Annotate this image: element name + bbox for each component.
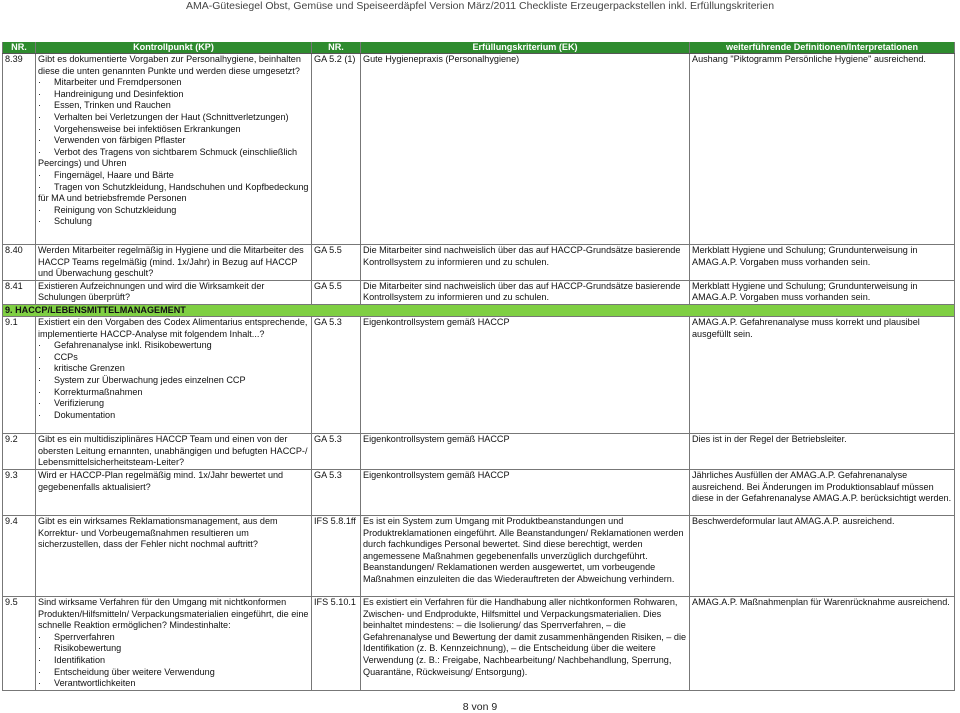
row-kriterium: Eigenkontrollsystem gemäß HACCP — [361, 316, 690, 433]
kp-item-list — [38, 340, 309, 421]
table-row — [3, 280, 955, 304]
list-item: · Essen, Trinken und Rauchen — [38, 100, 171, 111]
row-kontrollpunkt — [36, 316, 312, 433]
section-title: 9. HACCP/LEBENSMITTELMANAGEMENT — [3, 304, 955, 316]
row-kriterium: Eigenkontrollsystem gemäß HACCP — [361, 469, 690, 515]
list-item: · Entscheidung über weitere Verwendung — [38, 666, 215, 677]
kp-item-list — [38, 632, 309, 690]
row-kontrollpunkt: Gibt es ein multidisziplinäres HACCP Team und einen von der obersten Leitung ernannten, unabhängigen und befugten HACCP-/ Lebensmittelsicherheitsteam-Leiter? — [36, 433, 312, 469]
bullet-icon: · — [38, 363, 42, 374]
row-nr2: IFS 5.10.1 — [312, 596, 361, 690]
bullet-icon: · — [38, 631, 42, 642]
bullet-icon: · — [38, 88, 42, 99]
col-header-kriterium: Erfüllungskriterium (EK) — [361, 42, 690, 54]
page-header-title: AMA-Gütesiegel Obst, Gemüse und Speiseerdäpfel Version März/2011 Checkliste Erzeugerpackstellen inkl. Erfüllungskriterien — [185, 0, 775, 12]
list-item: · kritische Grenzen — [38, 363, 125, 374]
row-definition: Dies ist in der Regel der Betriebsleiter. — [690, 433, 955, 469]
list-item: · Verbot des Tragens von sichtbarem Schmuck (einschließlich Peercings) und Uhren — [38, 146, 298, 169]
bullet-icon: · — [38, 100, 42, 111]
kp-text: Gibt es dokumentierte Vorgaben zur Personalhygiene, beinhalten diese die unten genannten Punkte und werden diese umgesetzt? — [38, 54, 301, 76]
list-item: · Mitarbeiter und Fremdpersonen — [38, 77, 182, 88]
kp-item-list — [38, 77, 309, 228]
bullet-icon: · — [38, 386, 42, 397]
row-definition: Merkblatt Hygiene und Schulung; Grundunterweisung in AMAG.A.P. Vorgaben muss vorhanden sein. — [690, 280, 955, 304]
page-number: 8 von 9 — [462, 701, 498, 713]
checklist-table — [2, 42, 955, 691]
table-row — [3, 515, 955, 596]
bullet-icon: · — [38, 643, 42, 654]
row-kontrollpunkt — [36, 596, 312, 690]
row-definition: Beschwerdeformular laut AMAG.A.P. ausreichend. — [690, 515, 955, 596]
bullet-icon: · — [38, 123, 42, 134]
table-row — [3, 433, 955, 469]
list-item: · Verhalten bei Verletzungen der Haut (Schnittverletzungen) — [38, 111, 289, 122]
table-row — [3, 316, 955, 433]
list-item: · CCPs — [38, 351, 78, 362]
bullet-icon: · — [38, 169, 42, 180]
row-definition: AMAG.A.P. Maßnahmenplan für Warenrücknahme ausreichend. — [690, 596, 955, 690]
row-nr2: GA 5.3 — [312, 433, 361, 469]
row-kriterium: Es existiert ein Verfahren für die Handhabung aller nichtkonformen Rohwaren, Zwischen- und Endprodukte, Hilfsmittel und Verpackungsmaterialien. Dies beinhaltet mindestens: – die Isolierung/ das Sperrverfahren, – die Gefahrenanalyse und Bewertung der damit zusammenhängenden Risiken, – die Identifikation (z. B. Kennzeichnung), – die Entscheidung über die weitere Verwendung (z. B.: Freigabe, Nachbearbeitung/ Nachbehandlung, Sperrung, Quarantäne, Rückweisung/ Entsorgung). — [361, 596, 690, 690]
list-item: · Korrekturmaßnahmen — [38, 386, 143, 397]
kp-text: Existiert ein den Vorgaben des Codex Alimentarius entsprechende, implementierte HACCP-Analyse mit folgendem Inhalt...? — [38, 316, 308, 339]
bullet-icon: · — [38, 666, 42, 677]
list-item: · Verwenden von färbigen Pflaster — [38, 135, 186, 146]
row-kontrollpunkt: Existieren Aufzeichnungen und wird die Wirksamkeit der Schulungen überprüft? — [36, 280, 312, 304]
list-item: · Handreinigung und Desinfektion — [38, 88, 184, 99]
col-header-kontrollpunkt: Kontrollpunkt (KP) — [36, 42, 312, 54]
row-definition: Jährliches Ausfüllen der AMAG.A.P. Gefahrenanalyse ausreichend. Bei Änderungen im Produktionsablauf müssen diese in der Gefahrenanalyse AMAG.A.P. berücksichtigt werden. — [690, 469, 955, 515]
row-definition: Merkblatt Hygiene und Schulung; Grundunterweisung in AMAG.A.P. Vorgaben muss vorhanden sein. — [690, 245, 955, 281]
row-nr: 9.5 — [3, 596, 36, 690]
row-kriterium: Es ist ein System zum Umgang mit Produktbeanstandungen und Produktreklamationen eingeführt. Alle Beanstandungen/ Reklamationen werden durch fachkundiges Personal bewertet. Sind diese berechtigt, werden angemessene Maßnahmen gegebenenfalls unverzüglich durchgeführt. Beanstandungen/ Reklamationen werden ausgewertet, um vorbeugende Maßnahmen einzuleiten die das Wiederauftreten der Abweichung verhindern. — [361, 515, 690, 596]
row-nr: 8.39 — [3, 54, 36, 245]
bullet-icon: · — [38, 654, 42, 665]
bullet-icon: · — [38, 374, 42, 385]
row-nr: 8.41 — [3, 280, 36, 304]
row-nr2: GA 5.3 — [312, 316, 361, 433]
row-nr2: GA 5.2 (1) — [312, 54, 361, 245]
list-item: · Risikobewertung — [38, 643, 122, 654]
row-nr2: GA 5.5 — [312, 245, 361, 281]
table-row — [3, 54, 955, 245]
row-kriterium: Eigenkontrollsystem gemäß HACCP — [361, 433, 690, 469]
bullet-icon: · — [38, 111, 42, 122]
list-item: · Tragen von Schutzkleidung, Handschuhen und Kopfbedeckung für MA und betriebsfremde Personen — [38, 181, 309, 204]
section-row — [3, 304, 955, 316]
list-item: · System zur Überwachung jedes einzelnen CCP — [38, 374, 246, 385]
bullet-icon: · — [38, 216, 42, 227]
col-header-nr: NR. — [3, 42, 36, 54]
row-nr: 9.4 — [3, 515, 36, 596]
table-row — [3, 245, 955, 281]
bullet-icon: · — [38, 146, 42, 157]
list-item: · Dokumentation — [38, 409, 116, 420]
row-nr: 9.3 — [3, 469, 36, 515]
col-header-definitionen: weiterführende Definitionen/Interpretationen — [690, 42, 955, 54]
bullet-icon: · — [38, 409, 42, 420]
list-item: · Verifizierung — [38, 398, 105, 409]
row-definition: AMAG.A.P. Gefahrenanalyse muss korrekt und plausibel ausgefüllt sein. — [690, 316, 955, 433]
row-kriterium: Die Mitarbeiter sind nachweislich über das auf HACCP-Grundsätze basierende Kontrollsystem zu informieren und zu schulen. — [361, 245, 690, 281]
table-row — [3, 596, 955, 690]
kp-text: Sind wirksame Verfahren für den Umgang mit nichtkonformen Produkten/Hilfsmitteln/ Verpackungsmaterialien eingeführt, die eine schnelle Reaktion ermöglichen? Mindestinhalte: — [38, 596, 309, 631]
bullet-icon: · — [38, 398, 42, 409]
list-item: · Reinigung von Schutzkleidung — [38, 204, 177, 215]
list-item: · Vorgehensweise bei infektiösen Erkrankungen — [38, 123, 241, 134]
list-item: · Fingernägel, Haare und Bärte — [38, 169, 174, 180]
col-header-nr2: NR. — [312, 42, 361, 54]
table-row — [3, 469, 955, 515]
list-item: · Identifikation — [38, 654, 106, 665]
list-item: · Gefahrenanalyse inkl. Risikobewertung — [38, 340, 212, 351]
row-kriterium: Die Mitarbeiter sind nachweislich über das auf HACCP-Grundsätze basierende Kontrollsystem zu informieren und zu schulen. — [361, 280, 690, 304]
row-nr: 9.2 — [3, 433, 36, 469]
row-kontrollpunkt — [36, 54, 312, 245]
bullet-icon: · — [38, 678, 42, 689]
list-item: · Schulung — [38, 216, 92, 227]
list-item: · Sperrverfahren — [38, 631, 115, 642]
bullet-icon: · — [38, 135, 42, 146]
bullet-icon: · — [38, 77, 42, 88]
bullet-icon: · — [38, 204, 42, 215]
row-nr2: GA 5.3 — [312, 469, 361, 515]
list-item: · Verantwortlichkeiten — [38, 678, 136, 689]
row-nr: 9.1 — [3, 316, 36, 433]
row-nr: 8.40 — [3, 245, 36, 281]
row-nr2: GA 5.5 — [312, 280, 361, 304]
row-kontrollpunkt: Werden Mitarbeiter regelmäßig in Hygiene und die Mitarbeiter des HACCP Teams regelmäßig (mind. 1x/Jahr) in Bezug auf HACCP und Überwachung geschult? — [36, 245, 312, 281]
bullet-icon: · — [38, 340, 42, 351]
row-definition: Aushang "Piktogramm Persönliche Hygiene" ausreichend. — [690, 54, 955, 245]
column-header-row — [3, 42, 955, 54]
bullet-icon: · — [38, 181, 42, 192]
row-kontrollpunkt: Wird er HACCP-Plan regelmäßig mind. 1x/Jahr bewertet und gegebenenfalls aktualisiert? — [36, 469, 312, 515]
bullet-icon: · — [38, 351, 42, 362]
row-nr2: IFS 5.8.1ff — [312, 515, 361, 596]
row-kontrollpunkt: Gibt es ein wirksames Reklamationsmanagement, aus dem Korrektur- und Vorbeugemaßnahmen resultieren um sicherzustellen, dass der Fehler nicht nochmal auftritt? — [36, 515, 312, 596]
row-kriterium: Gute Hygienepraxis (Personalhygiene) — [361, 54, 690, 245]
